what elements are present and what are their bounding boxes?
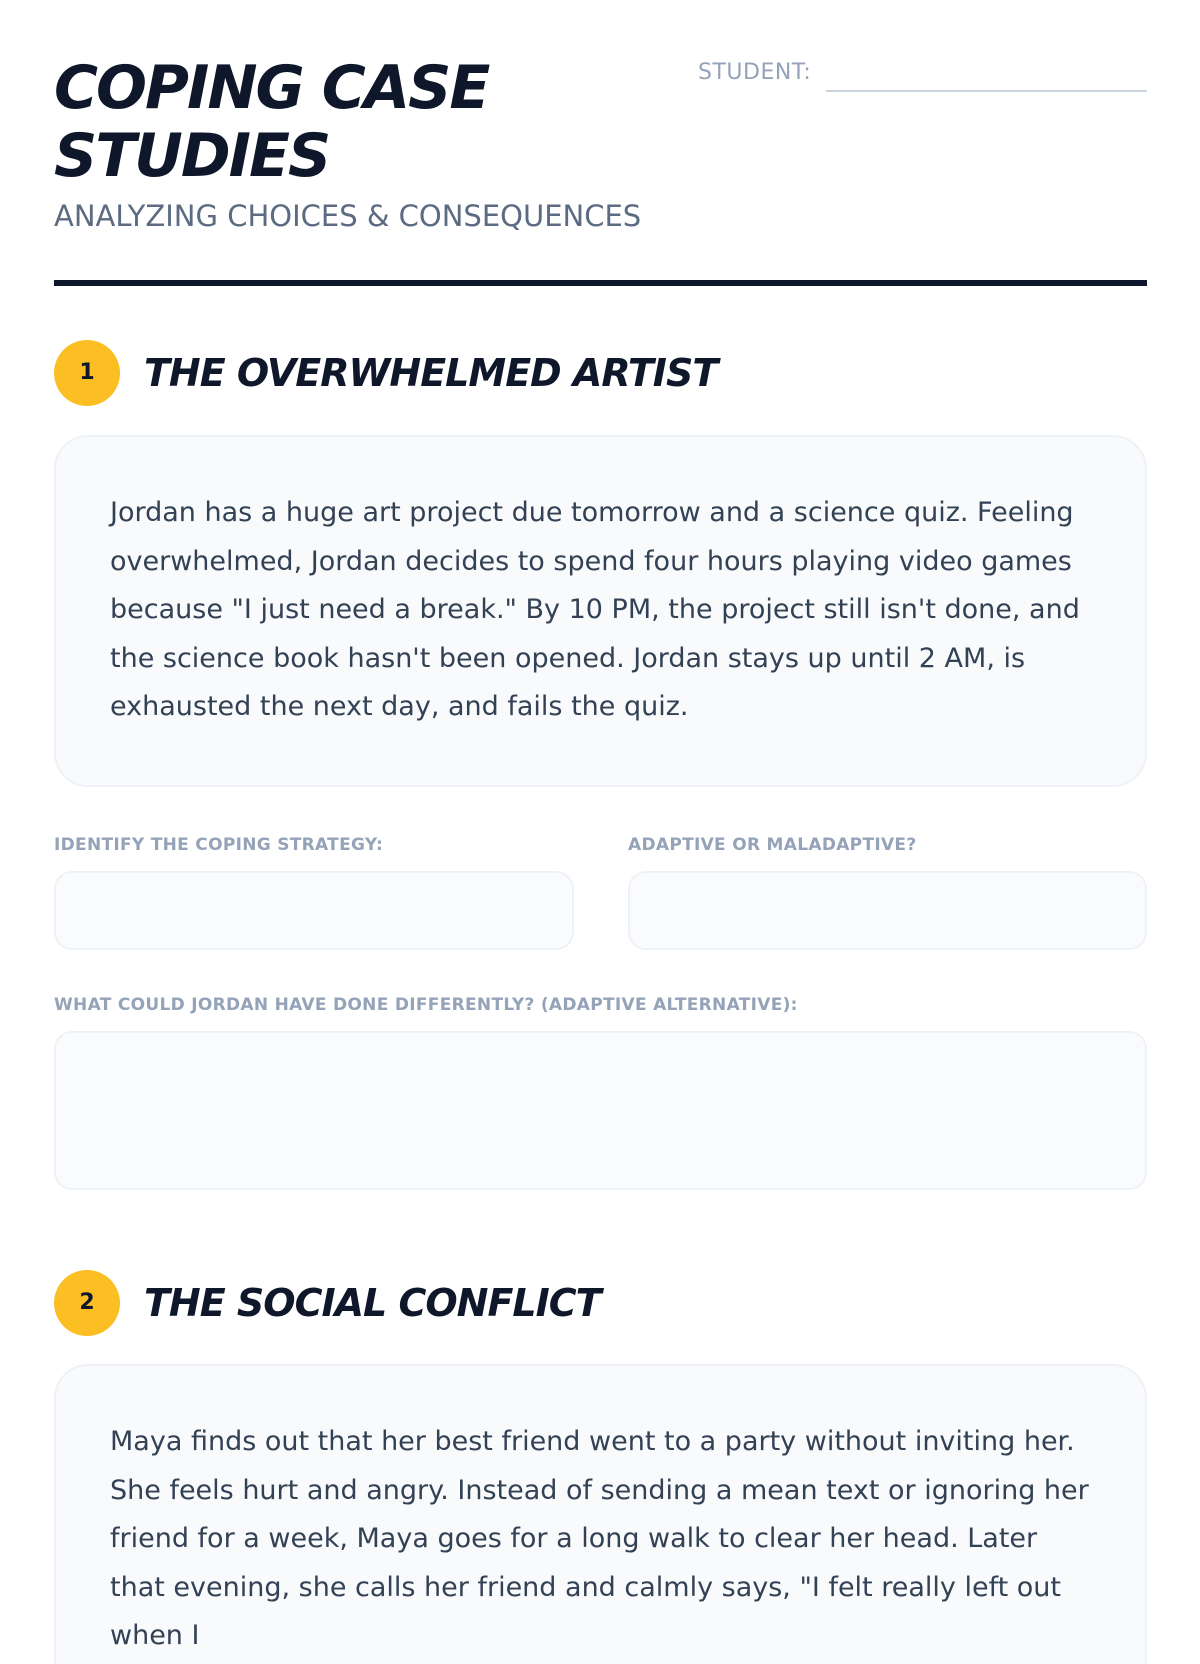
alternative-label: WHAT COULD JORDAN HAVE DONE DIFFERENTLY? (ADAPTIVE ALTERNATIVE): xyxy=(54,995,798,1015)
strategy-label: IDENTIFY THE COPING STRATEGY: xyxy=(54,835,384,855)
case-study-1 xyxy=(54,340,1147,1015)
case-number-badge: 2 xyxy=(54,1270,120,1336)
case-story-card xyxy=(54,435,1147,787)
strategy-answer-box[interactable] xyxy=(54,871,574,950)
page-title: COPING CASE STUDIES xyxy=(54,53,489,191)
worksheet-header xyxy=(54,0,1147,288)
case-number-badge: 1 xyxy=(54,340,120,406)
case-study-title: THE OVERWHELMED ARTIST xyxy=(144,351,718,395)
alternative-answer-box[interactable] xyxy=(54,1031,1147,1190)
case-story-card xyxy=(54,1364,1147,1664)
case-study-2 xyxy=(54,1270,1147,1651)
case-story-text: Jordan has a huge art project due tomorrow and a science quiz. Feeling overwhelmed, Jordan decides to spend four hours playing video games because "I just need a break." By 10 PM, the project still isn't done, and the science book hasn't been opened. Jordan stays up until 2 AM, is exhausted the next day, and fails the quiz. xyxy=(110,497,1080,722)
case-story-text: Maya finds out that her best friend went to a party without inviting her. She feels hurt and angry. Instead of sending a mean text or ignoring her friend for a week, Maya goes for a long walk to clear her head. Later that evening, she calls her friend and calmly says, "I felt really left out when I xyxy=(110,1426,1089,1651)
page-subtitle: ANALYZING CHOICES & CONSEQUENCES xyxy=(54,199,642,233)
case-study-title: THE SOCIAL CONFLICT xyxy=(144,1281,601,1325)
case-study-2-heading xyxy=(54,1270,1147,1338)
adaptive-label: ADAPTIVE OR MALADAPTIVE? xyxy=(628,835,917,855)
student-name-field[interactable] xyxy=(698,58,1147,94)
case-study-1-heading xyxy=(54,340,1147,408)
student-label: STUDENT: xyxy=(698,60,812,85)
header-divider xyxy=(54,280,1147,286)
adaptive-answer-box[interactable] xyxy=(628,871,1147,950)
student-name-line[interactable] xyxy=(826,90,1147,92)
worksheet-page xyxy=(54,0,1147,1651)
